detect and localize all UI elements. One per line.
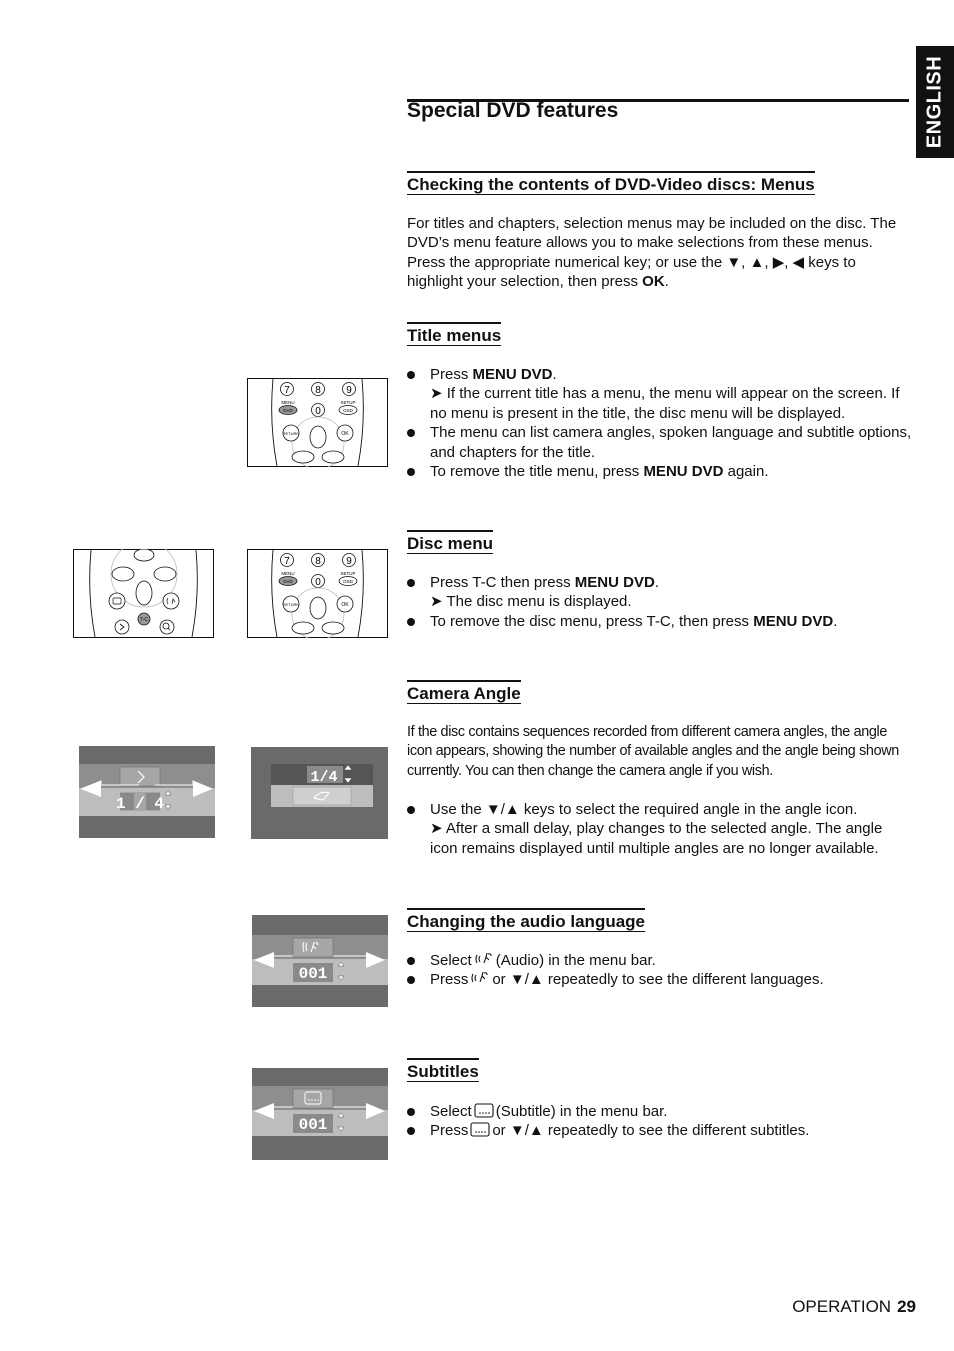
audio-list — [407, 951, 912, 990]
page-title-text: Special DVD features — [407, 99, 619, 122]
footer-section: OPERATION — [792, 1297, 892, 1316]
menu-dvd-key: MENU DVD — [574, 574, 655, 591]
subtitle-icon — [470, 1122, 490, 1137]
list-item-text: or ▼/▲ repeatedly to see the different subtitles. — [492, 1122, 810, 1140]
page-title — [407, 99, 618, 123]
page-footer — [792, 1297, 916, 1317]
list-item — [407, 365, 912, 423]
list-item — [407, 1102, 912, 1121]
angle-osd-small-screen — [251, 747, 388, 839]
audio-icon — [470, 970, 490, 986]
menu-label: MENU — [281, 400, 295, 405]
ok-key-label: OK — [642, 273, 665, 291]
remote-keypad-figure — [247, 378, 388, 467]
audio-counter: 001 — [298, 965, 328, 983]
setup-label: SETUP — [340, 400, 356, 405]
dvd-key: DVD — [283, 579, 293, 584]
angle-counter: 1 / 4 — [115, 795, 165, 813]
dvd-key: DVD — [283, 408, 293, 413]
menus-paragraph — [407, 214, 912, 292]
list-item — [407, 800, 912, 858]
list-item-text: To remove the disc menu, press T-C, then press — [430, 612, 750, 630]
ok-key: OK — [341, 602, 349, 608]
language-tab-label: ENGLISH — [923, 55, 946, 149]
audio-osd-screen — [252, 915, 388, 1007]
list-item — [407, 970, 912, 989]
audio-icon — [474, 951, 494, 967]
camera-angle-list — [407, 800, 912, 858]
subtitle-counter: 001 — [298, 1116, 328, 1134]
list-item-text: Press — [430, 1122, 469, 1140]
list-item-end: . — [654, 574, 659, 591]
menus-body: For titles and chapters, selection menus may be included on the disc. The DVD’s menu feature allows you to make selections from these menus. Press the appropriate numerical key; or use the ▼, ▲, ▶, ◀ keys to highlight your selection, then press — [407, 215, 897, 291]
return-key: RETURN — [282, 602, 300, 607]
camera-angle-body: If the disc contains sequences recorded from different camera angles, the angle icon appears, showing the number of available angles and the angle being shown currently. You can then change the camera angle if you wish. — [407, 724, 899, 779]
return-key: RETURN — [282, 431, 300, 436]
angle-counter: 1/4 — [310, 769, 338, 786]
key-8: 8 — [315, 385, 321, 396]
tc-key: T-C — [139, 617, 149, 623]
language-tab — [916, 46, 954, 158]
camera-angle-heading — [407, 680, 521, 704]
list-item — [407, 573, 912, 612]
list-item-text: Select — [430, 1103, 472, 1120]
list-item — [407, 462, 912, 481]
list-item-text: (Audio) in the menu bar. — [495, 952, 656, 969]
title-menus-list — [407, 365, 912, 481]
list-item — [407, 423, 912, 462]
disc-menu-heading-text: Disc menu — [407, 534, 493, 553]
list-item-text: (Subtitle) in the menu bar. — [495, 1103, 668, 1120]
angle-osd-screen — [79, 746, 215, 838]
list-item-text: Use the ▼/▲ keys to select the required angle in the angle icon. — [430, 801, 858, 818]
subtitles-heading-text: Subtitles — [407, 1062, 479, 1081]
key-9: 9 — [346, 385, 352, 396]
key-8: 8 — [315, 556, 321, 567]
list-item-text: Press — [430, 971, 469, 989]
list-item — [407, 1121, 912, 1140]
list-item-end: . — [833, 612, 838, 630]
subtitle-osd-screen — [252, 1068, 388, 1160]
osd-key: OSD — [343, 408, 353, 413]
key-7: 7 — [284, 385, 290, 396]
disc-menu-heading — [407, 530, 493, 554]
list-item-text: The menu can list camera angles, spoken language and subtitle options, and chapters for the title. — [430, 424, 912, 461]
setup-label: SETUP — [340, 571, 356, 576]
menu-dvd-key: MENU DVD — [643, 463, 724, 481]
page-number: 29 — [897, 1297, 916, 1316]
subtitles-heading — [407, 1058, 479, 1082]
list-item-end: again. — [727, 463, 769, 481]
list-item-text: Press T-C then press — [430, 574, 571, 591]
ok-key: OK — [341, 431, 349, 437]
menu-dvd-key: MENU DVD — [753, 612, 834, 630]
key-0: 0 — [315, 406, 321, 417]
remote-keypad-figure — [247, 549, 388, 638]
list-item-result: ➤ If the current title has a menu, the menu will appear on the screen. If no menu is present in the title, the disc menu will be displayed. — [430, 385, 900, 422]
menus-body-end: . — [664, 273, 669, 291]
list-item-end: . — [552, 366, 557, 383]
key-0: 0 — [315, 577, 321, 588]
menus-heading — [407, 171, 815, 195]
key-7: 7 — [284, 556, 290, 567]
title-menus-heading — [407, 322, 501, 346]
menu-dvd-key: MENU DVD — [472, 366, 553, 383]
subtitle-icon — [474, 1103, 494, 1118]
menu-label: MENU — [281, 571, 295, 576]
disc-menu-list — [407, 573, 912, 631]
title-menus-heading-text: Title menus — [407, 326, 502, 345]
key-9: 9 — [346, 556, 352, 567]
list-item-text: Select — [430, 952, 472, 969]
subtitles-list — [407, 1102, 912, 1141]
list-item — [407, 951, 912, 970]
list-item-text: Press — [430, 366, 469, 383]
list-item-text: or ▼/▲ repeatedly to see the different languages. — [492, 971, 824, 989]
list-item — [407, 612, 912, 631]
list-item-result: ➤ The disc menu is displayed. — [430, 593, 632, 611]
osd-key: OSD — [343, 579, 353, 584]
audio-heading-text: Changing the audio language — [407, 912, 645, 931]
menus-heading-text: Checking the contents of DVD-Video discs: Menus — [407, 175, 815, 194]
list-item-text: To remove the title menu, press — [430, 463, 640, 481]
remote-tc-figure — [73, 549, 214, 638]
camera-angle-heading-text: Camera Angle — [407, 684, 521, 703]
audio-heading — [407, 908, 645, 932]
camera-angle-paragraph — [407, 723, 912, 781]
list-item-result: ➤ After a small delay, play changes to the selected angle. The angle icon remains displayed until multiple angles are no longer available. — [430, 820, 883, 857]
